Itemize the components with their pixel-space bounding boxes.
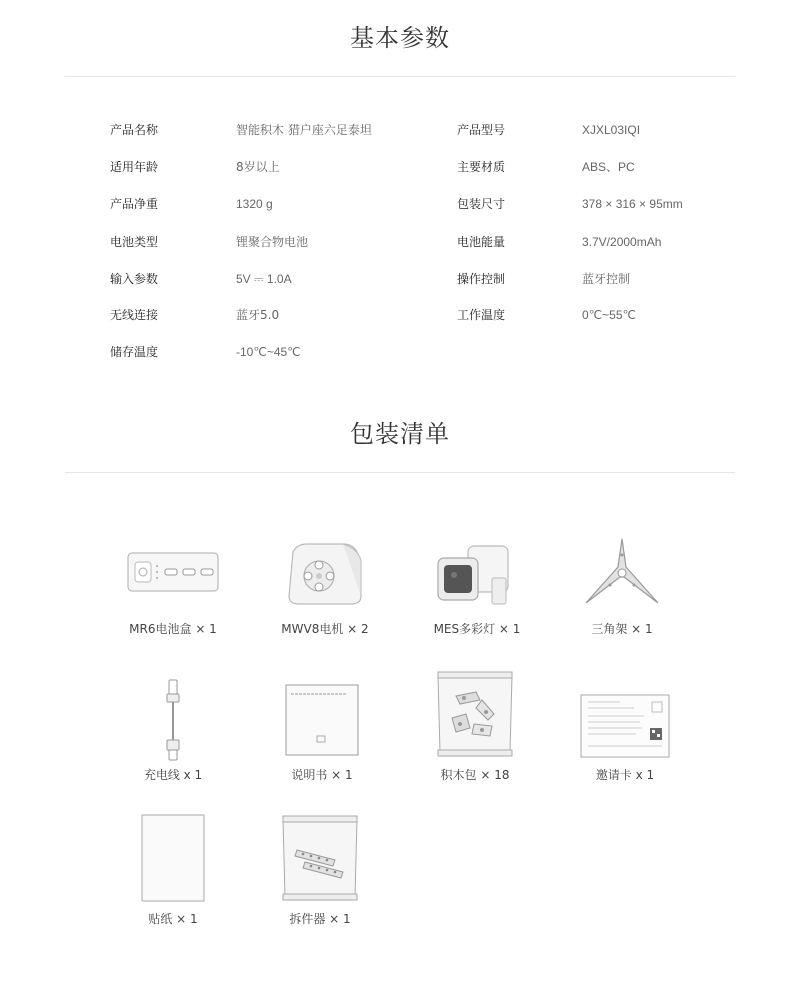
- package-item-label: 充电线 x 1: [143, 768, 203, 782]
- specs-divider: [65, 76, 735, 77]
- spec-label-model: 产品型号: [457, 123, 506, 137]
- spec-value-product-name: 智能积木 猎户座六足泰坦: [236, 123, 372, 137]
- spec-label-weight: 产品净重: [110, 197, 159, 211]
- color-light-icon: [432, 540, 522, 608]
- package-item-servo-motor: [255, 540, 395, 640]
- tripod-icon: [580, 533, 664, 609]
- spec-value-battery-energy: 3.7V/2000mAh: [582, 235, 662, 249]
- package-item-label: MR6电池盒 × 1: [129, 622, 217, 636]
- spec-value-wireless: 蓝牙5.0: [236, 308, 280, 322]
- spec-value-battery-type: 锂聚合物电池: [236, 235, 309, 249]
- spec-label-control: 操作控制: [457, 272, 506, 286]
- package-item-charging-cable: [103, 678, 243, 788]
- brick-bag-icon: [436, 670, 514, 758]
- charging-cable-icon: [158, 678, 188, 764]
- package-item-label: MWV8电机 × 2: [281, 622, 369, 636]
- package-item-label: 贴纸 × 1: [148, 912, 198, 926]
- package-item-battery-box: [103, 540, 243, 640]
- spec-value-control: 蓝牙控制: [582, 272, 631, 286]
- package-item-tripod: [552, 533, 692, 640]
- package-item-color-light: [407, 540, 547, 640]
- invitation-card-icon: [580, 694, 670, 758]
- servo-motor-icon: [283, 540, 367, 608]
- package-item-tool-bag: [250, 814, 390, 930]
- spec-label-product-name: 产品名称: [110, 123, 159, 137]
- package-item-label: 积木包 × 18: [440, 768, 510, 782]
- spec-label-age: 适用年龄: [110, 160, 159, 174]
- spec-label-input: 输入参数: [110, 272, 159, 286]
- spec-value-storage-temp: -10℃~45℃: [236, 345, 301, 359]
- package-item-brick-bag: [405, 670, 545, 788]
- package-item-label: MES多彩灯 × 1: [433, 622, 521, 636]
- spec-label-operating-temp: 工作温度: [457, 308, 506, 322]
- package-item-label: 邀请卡 x 1: [595, 768, 655, 782]
- spec-value-age: 8岁以上: [236, 160, 280, 174]
- package-item-sticker: [103, 814, 243, 930]
- package-item-label: 说明书 × 1: [291, 768, 353, 782]
- package-item-label: 三角架 × 1: [591, 622, 653, 636]
- spec-label-package-size: 包装尺寸: [457, 197, 506, 211]
- package-item-manual: [252, 684, 392, 788]
- spec-value-material: ABS、PC: [582, 160, 635, 174]
- spec-value-weight: 1320 g: [236, 197, 273, 211]
- spec-value-package-size: 378 × 316 × 95mm: [582, 197, 683, 211]
- spec-label-battery-type: 电池类型: [110, 235, 159, 249]
- spec-label-material: 主要材质: [457, 160, 506, 174]
- battery-box-icon: [127, 552, 219, 592]
- sticker-icon: [141, 814, 205, 902]
- spec-label-wireless: 无线连接: [110, 308, 159, 322]
- package-item-invitation-card: [555, 694, 695, 788]
- tool-bag-icon: [281, 814, 359, 902]
- spec-value-input: 5V ⎓ 1.0A: [236, 272, 292, 286]
- spec-value-operating-temp: 0℃~55℃: [582, 308, 636, 322]
- specs-title: 基本参数: [350, 24, 450, 52]
- spec-value-model: XJXL03IQI: [582, 123, 641, 137]
- spec-label-storage-temp: 储存温度: [110, 345, 159, 359]
- package-title: 包装清单: [350, 420, 450, 448]
- spec-label-battery-energy: 电池能量: [457, 235, 506, 249]
- manual-icon: [285, 684, 359, 756]
- package-item-label: 拆件器 × 1: [289, 912, 351, 926]
- package-divider: [65, 472, 735, 473]
